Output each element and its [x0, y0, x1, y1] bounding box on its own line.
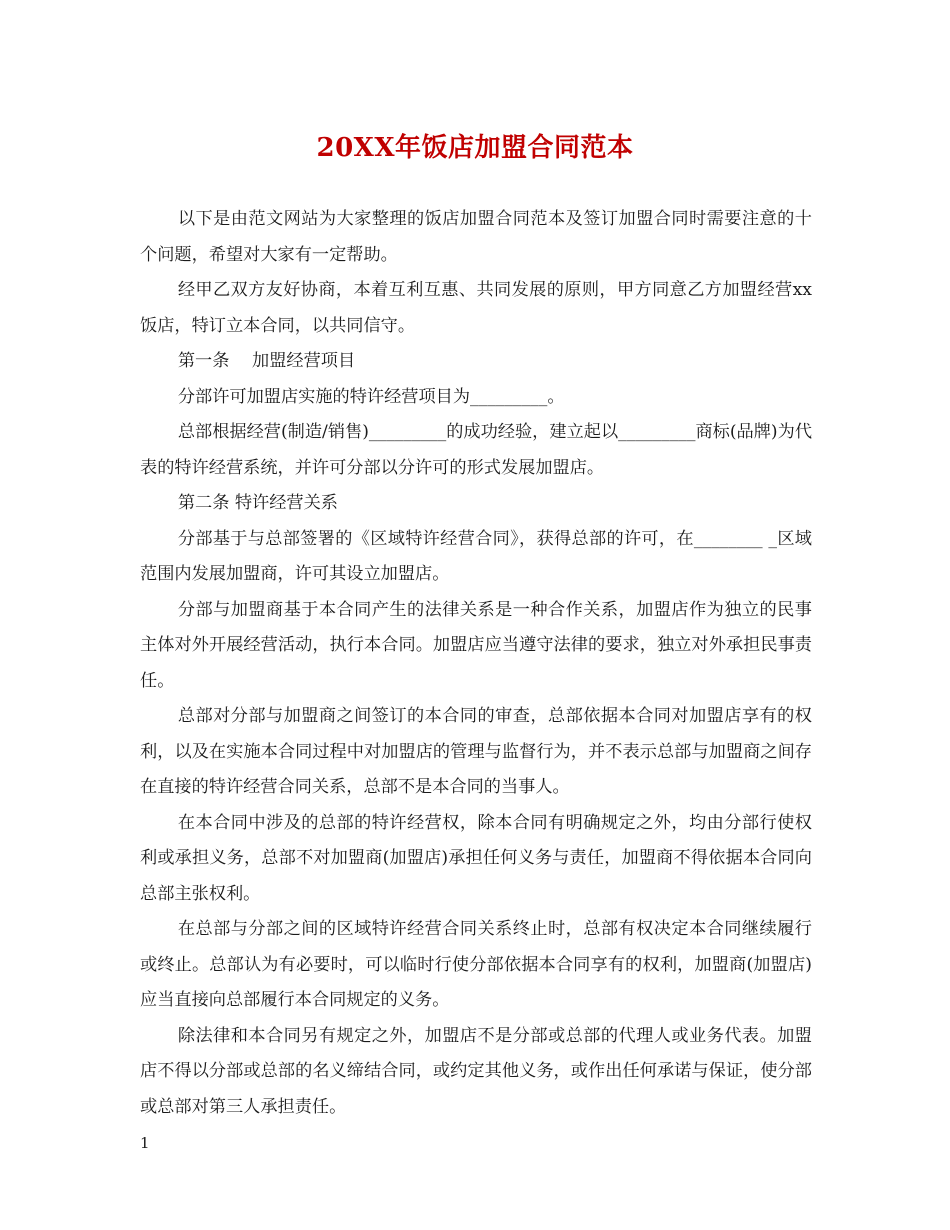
document-body — [140, 202, 812, 1125]
paragraph: 除法律和本合同另有规定之外，加盟店不是分部或总部的代理人或业务代表。加盟店不得以分部或总部的名义缔结合同，或约定其他义务，或作出任何承诺与保证，使分部或总部对第三人承担责任。 — [140, 1025, 812, 1117]
paragraph: 总部对分部与加盟商之间签订的本合同的审查，总部依据本合同对加盟店享有的权利，以及在实施本合同过程中对加盟店的管理与监督行为，并不表示总部与加盟商之间存在直接的特许经营合同关系，总部不是本合同的当事人。 — [140, 706, 812, 797]
paragraph: 在本合同中涉及的总部的特许经营权，除本合同有明确规定之外，均由分部行使权利或承担义务，总部不对加盟商(加盟店)承担任何义务与责任，加盟商不得依据本合同向总部主张权利。 — [140, 812, 812, 904]
paragraph: 分部基于与总部签署的《区域特许经营合同》，获得总部的许可，在________ _区域范围内发展加盟商，许可其设立加盟店。 — [140, 528, 812, 584]
document-title: 20XX年饭店加盟合同范本 — [316, 133, 634, 163]
paragraph: 在总部与分部之间的区域特许经营合同关系终止时，总部有权决定本合同继续履行或终止。总部认为有必要时，可以临时行使分部依据本合同享有的权利，加盟商(加盟店)应当直接向总部履行本合同规定的义务。 — [140, 919, 812, 1010]
paragraph: 分部与加盟商基于本合同产生的法律关系是一种合作关系，加盟店作为独立的民事主体对外开展经营活动，执行本合同。加盟店应当遵守法律的要求，独立对外承担民事责任。 — [140, 599, 812, 691]
paragraph: 分部许可加盟店实施的特许经营项目为_________。 — [177, 386, 565, 407]
article-2-heading: 第二条 特许经营关系 — [177, 493, 338, 513]
paragraph: 总部根据经营(制造/销售)_________的成功经验，建立起以_________商标(品牌)为代表的特许经营系统，并许可分部以分许可的形式发展加盟店。 — [140, 422, 813, 478]
paragraph-preamble: 经甲乙双方友好协商，本着互利互惠、共同发展的原则，甲方同意乙方加盟经营xx饭店，特订立本合同，以共同信守。 — [140, 280, 812, 336]
page-number: 1 — [140, 1134, 150, 1152]
paragraph-intro: 以下是由范文网站为大家整理的饭店加盟合同范本及签订加盟合同时需要注意的十个问题，希望对大家有一定帮助。 — [140, 209, 812, 265]
article-1-heading: 第一条 加盟经营项目 — [177, 351, 356, 371]
